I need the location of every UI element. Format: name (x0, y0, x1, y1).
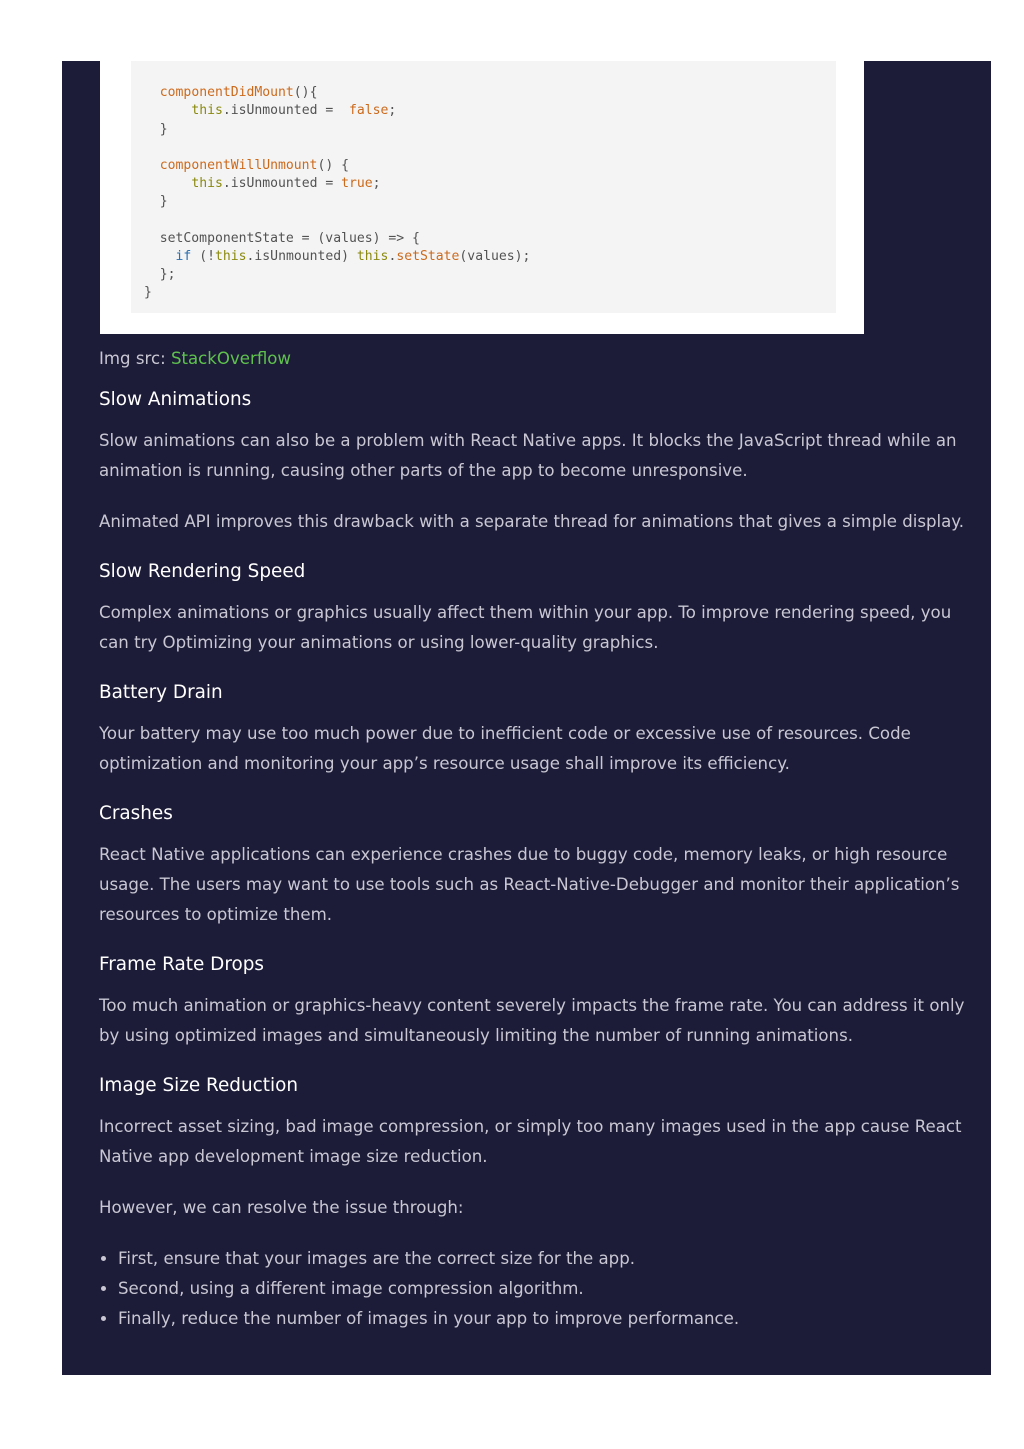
list-item: • Second, using a different image compression algorithm. (118, 1274, 979, 1304)
paragraph: Too much animation or graphics-heavy content severely impacts the frame rate. You can address it only by using optimized images and simultaneously limiting the number of running animations. (99, 996, 965, 1045)
code-line (144, 103, 396, 118)
code-token: if (175, 249, 192, 265)
code-token: } (144, 194, 168, 210)
paragraph: However, we can resolve the issue through: (99, 1198, 464, 1217)
heading-crashes: Crashes (99, 803, 173, 824)
heading-frame-rate-drops: Frame Rate Drops (99, 954, 264, 975)
code-token (144, 249, 176, 264)
code-line (144, 249, 530, 264)
code-token: .isUnmounted = (222, 176, 342, 192)
code-token (144, 176, 191, 191)
paragraph: Incorrect asset sizing, bad image compression, or simply too many images used in the app cause React Native app development image size reduction. (99, 1117, 962, 1166)
code-token: ; (372, 176, 381, 192)
code-token: componentWillUnmount (159, 158, 318, 174)
code-token: .isUnmounted = (222, 103, 349, 119)
code-text (144, 66, 530, 303)
code-line (144, 176, 381, 191)
code-token (144, 158, 160, 173)
caption-prefix: Img src: (99, 349, 171, 368)
list-item: • Finally, reduce the number of images in your app to improve performance. (118, 1304, 979, 1334)
heading-battery-drain: Battery Drain (99, 682, 223, 703)
caption-link-stackoverflow[interactable]: StackOverflow (170, 349, 291, 368)
code-token: setState (396, 249, 460, 265)
code-block (131, 61, 836, 313)
list-item: • First, ensure that your images are the correct size for the app. (118, 1244, 979, 1274)
bullet-list (99, 1244, 979, 1334)
code-token: () { (317, 158, 349, 174)
paragraph: Your battery may use too much power due to inefficient code or excessive use of resources. Code optimization and monitoring your app’s resource usage shall improve its efficiency. (99, 724, 911, 773)
code-token: this (191, 176, 223, 192)
code-token: . (388, 249, 397, 265)
code-token: }; (144, 267, 176, 283)
code-line (144, 285, 152, 300)
code-token: false (349, 103, 389, 119)
article-body (62, 61, 991, 1375)
code-token (144, 85, 160, 100)
code-token: .isUnmounted) (246, 249, 357, 265)
code-token: } (144, 285, 152, 301)
code-line (144, 231, 420, 246)
code-screenshot-image (100, 61, 864, 334)
code-token: ; (388, 103, 397, 119)
paragraph: Animated API improves this drawback with a separate thread for animations that gives a simple display. (99, 512, 965, 531)
heading-slow-rendering-speed: Slow Rendering Speed (99, 561, 306, 582)
image-caption (99, 345, 979, 373)
code-token: this (214, 249, 247, 265)
code-token: setComponentState = (values) => { (144, 230, 420, 246)
heading-image-size-reduction: Image Size Reduction (99, 1075, 298, 1096)
code-token: } (144, 121, 168, 137)
heading-slow-animations: Slow Animations (99, 389, 252, 410)
paragraph: Complex animations or graphics usually affect them within your app. To improve rendering speed, you can try Optimizing your animations or using lower-quality graphics. (99, 603, 952, 652)
code-token (144, 103, 191, 118)
article-content (99, 345, 979, 1334)
code-token: componentDidMount (159, 85, 294, 101)
code-line (144, 267, 176, 282)
code-token: this (356, 249, 389, 265)
code-line (144, 85, 317, 100)
code-line (144, 158, 349, 173)
code-line (144, 194, 168, 209)
paragraph: Slow animations can also be a problem with React Native apps. It blocks the JavaScript thread while an animation is running, causing other parts of the app to become unresponsive. (99, 431, 957, 480)
code-token: (){ (293, 85, 318, 101)
code-token: true (341, 176, 373, 192)
code-token: (! (191, 249, 215, 265)
paragraph: React Native applications can experience crashes due to buggy code, memory leaks, or high resource usage. The users may want to use tools such as React-Native-Debugger and monitor their application’s resources to optimize them. (99, 845, 960, 924)
code-token: (values); (459, 249, 531, 265)
code-line (144, 122, 168, 137)
code-token: this (191, 103, 223, 119)
